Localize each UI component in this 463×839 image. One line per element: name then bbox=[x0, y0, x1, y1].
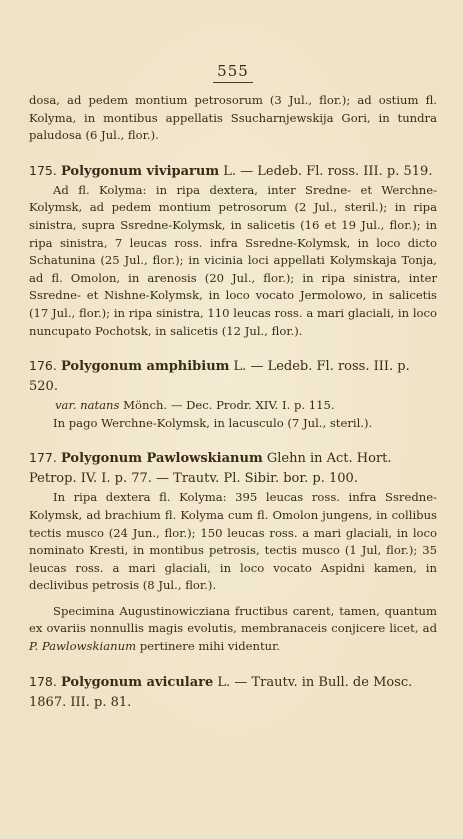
species-name: Polygonum aviculare bbox=[60, 674, 214, 690]
entry-177-heading bbox=[29, 448, 437, 489]
entry-177-body: In ripa dextera fl. Kolyma: 395 leucas ross. infra Ssredne-Kolymsk, ad brachium fl. Kolyma cum fl. Omolon jungens, in collibus tectis musco (24 Jun., flor.); 150 leucas ross. a mari glaciali, in loco nominato Kresti, in montibus petrosis, tectis musco (1 Jul, flor.); 35 leucas ross. a mari glaciali, in loco vocato Aspidni kamen, in declivibus petrosis (8 Jul., flor.). bbox=[29, 490, 437, 593]
species-reference: P. Pawlowskianum bbox=[29, 639, 137, 654]
entry-176-variety bbox=[29, 397, 437, 415]
species-citation: L. — Trautv. in Bull. de Mosc. 1867. III. p. 81. bbox=[29, 674, 413, 710]
species-citation: L. — Ledeb. Fl. ross. III. p. 520. bbox=[29, 359, 410, 395]
species-citation: Glehn in Act. Hort. Petrop. IV. I. p. 77. — Trautv. Pl. Sibir. bor. p. 100. bbox=[29, 451, 392, 487]
species-name: Polygonum Pawlowskianum bbox=[60, 451, 263, 467]
entry-175-heading bbox=[29, 161, 437, 182]
species-name: Polygonum viviparum bbox=[60, 163, 220, 179]
species-citation: L. — Ledeb. Fl. ross. III. p. 519. bbox=[219, 163, 433, 179]
entry-177-note: Specimina Augustinowicziana fructibus carent, tamen, quantum ex ovariis nonnullis magis evolutis, membranaceis conjicere licet, ad P. Pawlowskianum pertinere mihi videntur. bbox=[29, 603, 437, 654]
entry-176-heading bbox=[29, 356, 437, 397]
entry-number: 178. bbox=[29, 673, 57, 689]
entry-number: 175. bbox=[29, 162, 57, 178]
entry-number: 177. bbox=[29, 450, 57, 466]
page-number: 555 bbox=[29, 62, 437, 86]
variety-prefix: var. bbox=[55, 398, 81, 413]
entry-176-body: In pago Werchne-Kolymsk, in lacusculo (7 Jul., steril.). bbox=[53, 415, 373, 430]
intro-paragraph: dosa, ad pedem montium petrosorum (3 Jul., flor.); ad ostium fl. Kolyma, in montibus appellatis Ssucharnjewskija Gori, in tundra paludosa (6 Jul., flor.). bbox=[29, 93, 437, 143]
species-name: Polygonum amphibium bbox=[60, 359, 230, 375]
entry-178-heading bbox=[29, 672, 437, 713]
variety-citation: Mönch. — Dec. Prodr. XIV. I. p. 115. bbox=[119, 398, 335, 413]
entry-number: 176. bbox=[29, 358, 57, 374]
variety-name: natans bbox=[80, 398, 120, 413]
entry-175-body: Ad fl. Kolyma: in ripa dextera, inter Sredne- et Werchne-Kolymsk, ad pedem montium petrosorum (2 Jul., steril.); in ripa sinistra, supra Ssredne-Kolymsk, in salicetis (16 et 19 Jul., flor.); in ripa sinistra, 7 leucas ross. infra Ssredne-Kolymsk, in loco dicto Schatunina (25 Jul., flor.); in vicinia loci appellati Kolymskaja Tonja, ad fl. Omolon, in arenosis (20 Jul., flor.); in ripa sinistra, inter Ssredne- et Nishne-Kolymsk, in loco vocato Jermolowo, in salicetis (17 Jul., flor.); in ripa sinistra, 110 leucas ross. a mari glaciali, in loco nuncupato Pochotsk, in salicetis (12 Jul., flor.). bbox=[29, 182, 437, 338]
